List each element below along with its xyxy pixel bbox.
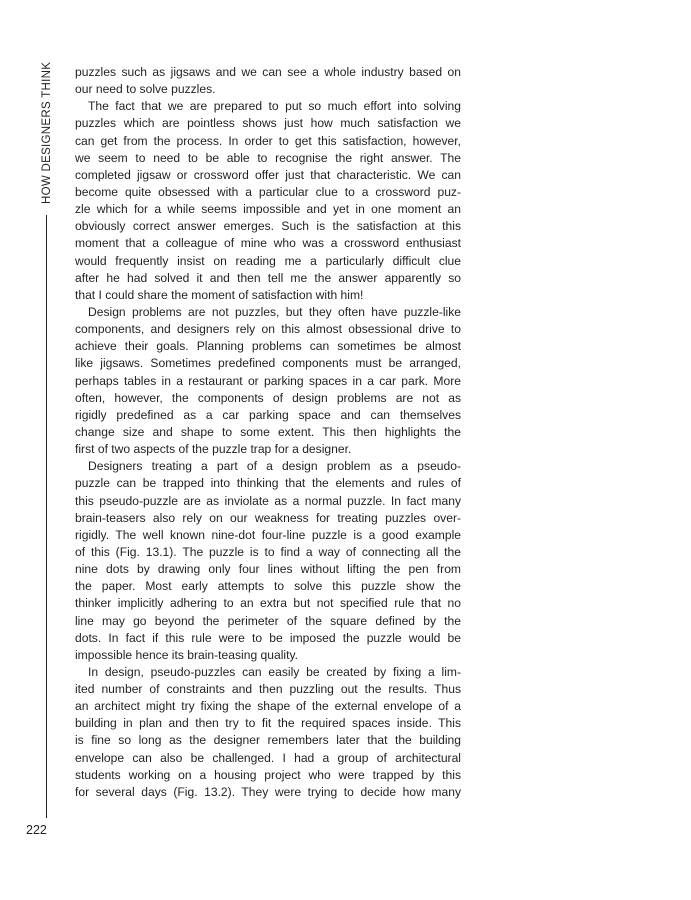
text-line: first of two aspects of the puzzle trap for a designer. [75,442,352,457]
text-line: moment that a colleague of mine who was a crossword enthusiast [75,236,461,251]
text-line: our need to solve puzzles. [75,82,216,97]
text-line: rigidly predefined as a car parking space and can themselves [75,407,461,422]
text-line: this pseudo-puzzle are as inviolate as a normal puzzle. In fact many [75,493,461,508]
text-line: line may go beyond the perimeter of the square defined by the [75,613,461,628]
text-line: after he had solved it and then tell me the answer apparently so [75,270,461,285]
text-line: puzzle can be trapped into thinking that the elements and rules of [75,476,461,491]
body-text [75,64,461,801]
text-line: zle which for a while seems impossible and yet in one moment an [75,202,461,217]
text-line: envelope can also be challenged. I had a group of architectural [75,750,461,765]
text-line: puzzles which are pointless shows just how much satisfaction we [75,116,461,131]
text-line: of this (Fig. 13.1). The puzzle is to find a way of connecting all the [75,544,461,559]
text-line: is fine so long as the designer remembers later that the building [75,733,461,748]
text-line: perhaps tables in a restaurant or parking spaces in a car park. More [75,373,461,388]
text-line: change size and shape to some extent. This then highlights the [75,424,461,439]
margin-rule [46,215,47,818]
text-line: the paper. Most early attempts to solve this puzzle show the [75,579,461,594]
text-line: would frequently insist on reading me a particularly difficult clue [75,253,461,268]
text-line: components, and designers rely on this almost obsessional drive to [75,322,461,337]
text-line: students working on a housing project who were trapped by this [75,767,461,782]
text-line: achieve their goals. Planning problems can sometimes be almost [75,339,461,354]
text-line: Designers treating a part of a design problem as a pseudo- [88,459,461,474]
text-line: ited number of constraints and then puzzling out the results. Thus [75,682,461,697]
text-line: impossible hence its brain-teasing quality. [75,647,298,662]
text-line: become quite obsessed with a particular clue to a crossword puz- [75,184,461,199]
text-line: building in plan and then try to fit the required spaces inside. This [75,716,461,731]
text-line: like jigsaws. Sometimes predefined components must be arranged, [75,356,461,371]
text-line: often, however, the components of design problems are not as [75,390,461,405]
text-line: rigidly. The well known nine-dot four-line puzzle is a good example [75,527,461,542]
text-line: that I could share the moment of satisfaction with him! [75,287,364,302]
text-line: brain-teasers also rely on our weakness for treating puzzles over- [75,510,461,525]
text-line: an architect might try fixing the shape of the external envelope of a [75,699,461,714]
text-line: The fact that we are prepared to put so much effort into solving [88,99,461,114]
page-number: 222 [26,823,47,837]
text-line: thinker implicitly adhering to an extra but not specified rule that no [75,596,461,611]
text-line: for several days (Fig. 13.2). They were trying to decide how many [75,784,461,799]
text-line: puzzles such as jigsaws and we can see a whole industry based on [75,65,461,79]
running-head: HOW DESIGNERS THINK [41,61,53,204]
text-line: can get from the process. In order to get this satisfaction, however, [75,133,461,148]
text-line: completed jigsaw or crossword offer just that characteristic. We can [75,167,461,182]
text-line: In design, pseudo-puzzles can easily be created by fixing a lim- [88,664,461,679]
text-line: Design problems are not puzzles, but they often have puzzle-like [88,304,461,319]
text-line: we seem to need to be able to recognise the right answer. The [75,150,461,165]
text-line: nine dots by drawing only four lines without lifting the pen from [75,562,461,577]
text-line: obviously correct answer emerges. Such is the satisfaction at this [75,219,461,234]
text-line: dots. In fact if this rule were to be imposed the puzzle would be [75,630,461,645]
